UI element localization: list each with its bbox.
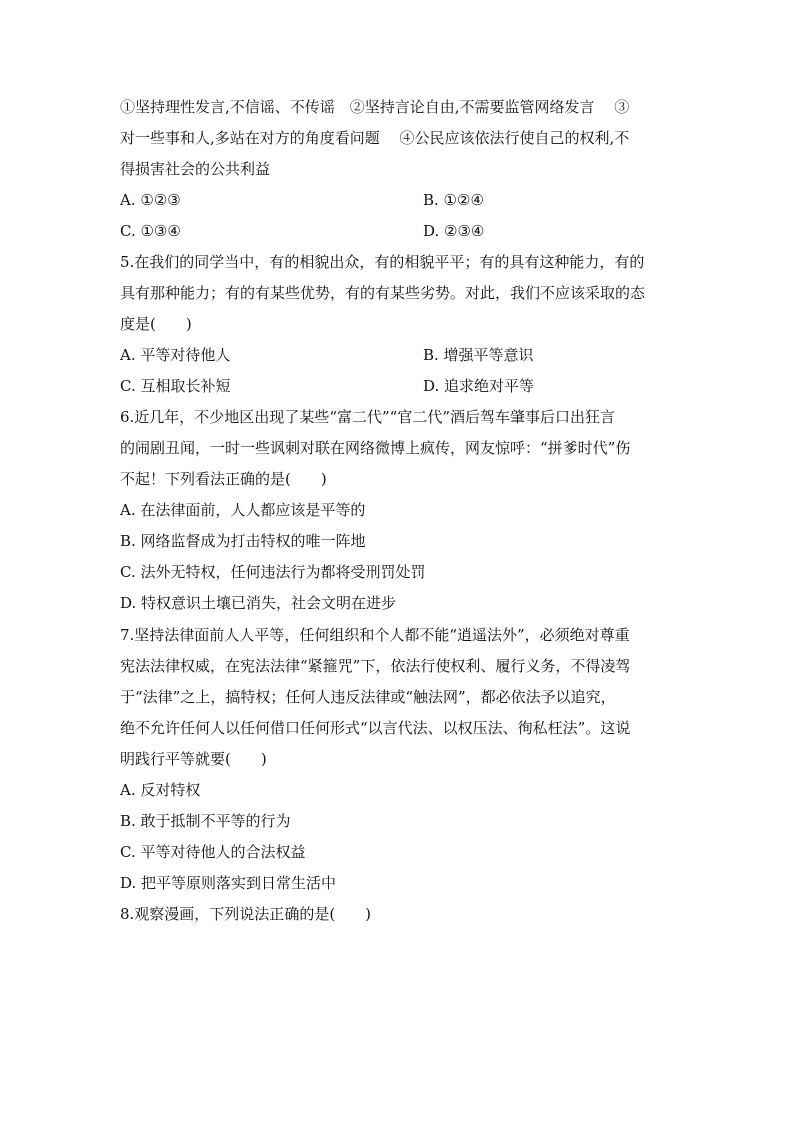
option-a[interactable]: A. 平等对待他人 xyxy=(120,346,231,364)
question-text-line: 7.坚持法律面前人人平等，任何组织和个人都不能“逍遥法外”，必须绝对尊重 xyxy=(120,626,630,644)
option-b[interactable]: B. ①②④ xyxy=(423,191,484,209)
question-6 xyxy=(120,402,680,619)
question-4-continuation xyxy=(120,92,680,247)
option-row xyxy=(120,340,680,371)
question-text-line: 得损害社会的公共利益 xyxy=(120,160,271,178)
option-row xyxy=(120,185,680,216)
question-text-line: 绝不允许任何人以任何借口任何形式“以言代法、以权压法、徇私枉法”。这说 xyxy=(120,719,631,737)
option-row xyxy=(120,216,680,247)
question-text-line: 不起！下列看法正确的是( ) xyxy=(120,470,327,488)
question-text-line: 于“法律”之上，搞特权；任何人违反法律或“触法网”，都必依法予以追究， xyxy=(120,688,616,706)
option-c[interactable]: C. 互相取长补短 xyxy=(120,377,231,395)
option-a[interactable]: A. ①②③ xyxy=(120,191,181,209)
option-d[interactable]: D. 追求绝对平等 xyxy=(423,377,535,395)
option-c[interactable]: C. ①③④ xyxy=(120,222,181,240)
option-b[interactable]: B. 网络监督成为打击特权的唯一阵地 xyxy=(120,532,366,550)
question-text-line: 6.近几年，不少地区出现了某些“富二代”“官二代”酒后驾车肇事后口出狂言 xyxy=(120,408,615,426)
question-text-line: 8.观察漫画，下列说法正确的是( ) xyxy=(120,905,372,923)
question-7 xyxy=(120,620,680,899)
question-8 xyxy=(120,899,680,930)
question-text-line: 对一些事和人,多站在对方的角度看问题 ④公民应该依法行使自己的权利,不 xyxy=(120,129,630,147)
option-d[interactable]: D. 特权意识土壤已消失，社会文明在进步 xyxy=(120,594,397,612)
option-d[interactable]: D. 把平等原则落实到日常生活中 xyxy=(120,874,337,892)
question-5 xyxy=(120,247,680,402)
option-b[interactable]: B. 增强平等意识 xyxy=(423,346,534,364)
question-text-line: 5.在我们的同学当中，有的相貌出众，有的相貌平平；有的具有这种能力，有的 xyxy=(120,253,645,271)
option-a[interactable]: A. 反对特权 xyxy=(120,781,201,799)
option-a[interactable]: A. 在法律面前，人人都应该是平等的 xyxy=(120,501,366,519)
question-text-line: 的闹剧丑闻，一时一些讽刺对联在网络微博上疯传，网友惊呼：“拼爹时代”伤 xyxy=(120,439,631,457)
question-text-line: ①坚持理性发言,不信谣、不传谣 ②坚持言论自由,不需要监管网络发言 ③ xyxy=(120,98,630,116)
option-row xyxy=(120,371,680,402)
question-text-line: 具有那种能力；有的有某些优势，有的有某些劣势。对此，我们不应该采取的态 xyxy=(120,284,646,302)
option-c[interactable]: C. 平等对待他人的合法权益 xyxy=(120,843,306,861)
question-text-line: 度是( ) xyxy=(120,315,192,333)
option-d[interactable]: D. ②③④ xyxy=(423,222,485,240)
question-text-line: 宪法法律权威，在宪法法律“紧箍咒”下，依法行使权利、履行义务，不得凌驾 xyxy=(120,657,631,675)
option-b[interactable]: B. 敢于抵制不平等的行为 xyxy=(120,812,291,830)
option-c[interactable]: C. 法外无特权，任何违法行为都将受刑罚处罚 xyxy=(120,563,426,581)
question-text-line: 明践行平等就要( ) xyxy=(120,750,267,768)
